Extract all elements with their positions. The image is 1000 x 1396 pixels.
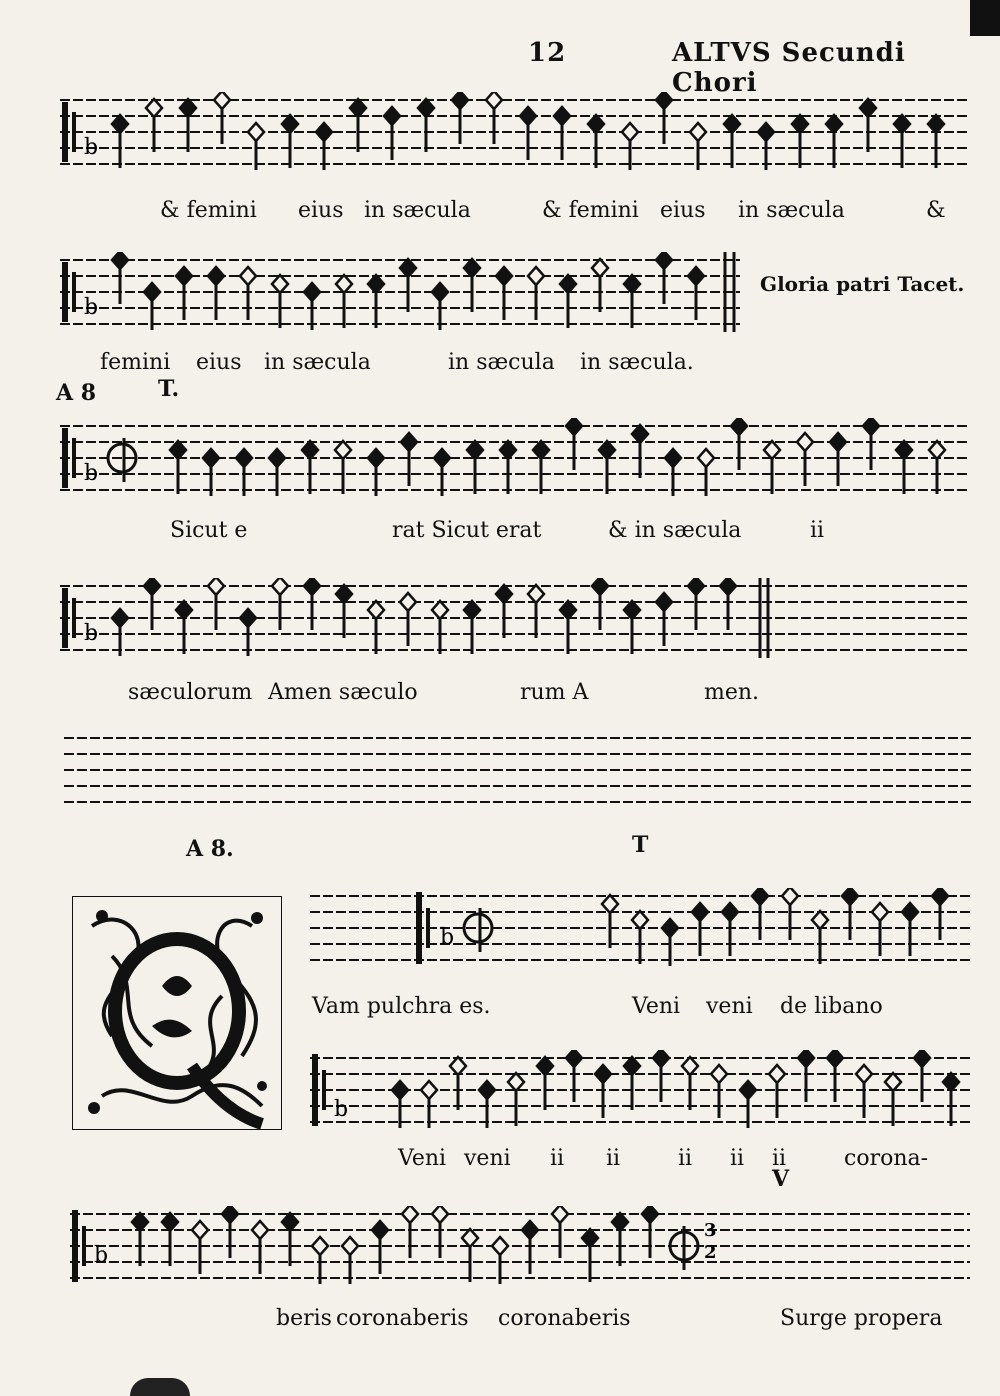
note-head bbox=[180, 99, 196, 117]
note-head bbox=[692, 903, 708, 921]
note-head bbox=[720, 578, 736, 595]
note-head bbox=[368, 275, 384, 293]
part-title: ALTVS Secundi Chori bbox=[672, 38, 906, 98]
note-head bbox=[632, 911, 648, 929]
svg-text:b: b bbox=[334, 1097, 349, 1122]
note-head bbox=[304, 283, 320, 301]
note-head bbox=[653, 1050, 669, 1067]
lyric-1-4: & femini bbox=[542, 198, 639, 223]
note-head bbox=[248, 123, 264, 141]
staff-lines-8 bbox=[70, 1206, 970, 1286]
lyric-4-4: men. bbox=[704, 680, 760, 705]
note-head bbox=[932, 888, 948, 905]
note-head bbox=[462, 1229, 478, 1247]
note-head bbox=[434, 449, 450, 467]
note-head bbox=[282, 115, 298, 133]
note-head bbox=[552, 1206, 568, 1223]
svg-text:b: b bbox=[84, 135, 99, 160]
lyric-1-1: & femini bbox=[160, 198, 257, 223]
staff-lines-5 bbox=[64, 730, 974, 810]
note-head bbox=[214, 92, 230, 109]
note-head bbox=[418, 99, 434, 117]
note-head bbox=[752, 888, 768, 905]
note-head bbox=[885, 1073, 901, 1091]
lyric-4-2: Amen sæculo bbox=[268, 680, 418, 705]
note-head bbox=[690, 123, 706, 141]
svg-text:b: b bbox=[440, 925, 455, 950]
staff-lines-2 bbox=[60, 252, 740, 332]
note-head bbox=[372, 1221, 388, 1239]
lyric-7-4: ii bbox=[606, 1146, 621, 1171]
note-head bbox=[316, 123, 332, 141]
note-head bbox=[132, 1213, 148, 1231]
note-head bbox=[401, 433, 417, 451]
staff-5-empty bbox=[64, 730, 974, 810]
note-head bbox=[782, 888, 798, 905]
note-head bbox=[632, 425, 648, 443]
note-head bbox=[392, 1081, 408, 1099]
lyric-2-1: femini bbox=[100, 350, 171, 375]
note-head bbox=[656, 92, 672, 109]
lyric-6-3: veni bbox=[706, 994, 753, 1019]
note-head bbox=[269, 449, 285, 467]
ornament-fragment-icon bbox=[130, 1378, 190, 1396]
lyric-6-1: Vam pulchra es. bbox=[312, 994, 491, 1019]
note-head bbox=[566, 1050, 582, 1067]
note-head bbox=[144, 283, 160, 301]
staff-4 bbox=[60, 578, 970, 658]
note-head bbox=[464, 601, 480, 619]
note-head bbox=[208, 267, 224, 285]
note-head bbox=[520, 107, 536, 125]
note-head bbox=[698, 449, 714, 467]
note-head bbox=[682, 1057, 698, 1075]
note-head bbox=[342, 1237, 358, 1255]
lyric-8-2: coronaberis bbox=[336, 1306, 469, 1331]
note-head bbox=[312, 1237, 328, 1255]
lyric-6-2: Veni bbox=[632, 994, 681, 1019]
lyric-3-4: ii bbox=[810, 518, 825, 543]
lyric-7-1: Veni bbox=[398, 1146, 447, 1171]
note-head bbox=[240, 609, 256, 627]
svg-text:b: b bbox=[84, 295, 99, 320]
note-head bbox=[479, 1081, 495, 1099]
lyric-1-5: eius bbox=[660, 198, 706, 223]
note-head bbox=[384, 107, 400, 125]
note-head bbox=[222, 1206, 238, 1223]
note-head bbox=[812, 911, 828, 929]
note-head bbox=[798, 1050, 814, 1067]
note-head bbox=[894, 115, 910, 133]
note-head bbox=[450, 1057, 466, 1075]
note-head bbox=[368, 601, 384, 619]
note-head bbox=[508, 1073, 524, 1091]
note-head bbox=[662, 919, 678, 937]
note-head bbox=[368, 449, 384, 467]
note-head bbox=[595, 1065, 611, 1083]
tacet-note: Gloria patri Tacet. bbox=[760, 272, 965, 296]
note-head bbox=[176, 601, 192, 619]
staff-lines-6 bbox=[310, 888, 970, 968]
marker-a8-1: A 8 bbox=[56, 380, 97, 406]
note-head bbox=[560, 601, 576, 619]
note-head bbox=[464, 259, 480, 277]
page-edge-mark bbox=[970, 0, 1000, 36]
note-head bbox=[452, 92, 468, 109]
note-head bbox=[943, 1073, 959, 1091]
note-head bbox=[486, 92, 502, 109]
note-head bbox=[826, 115, 842, 133]
note-head bbox=[335, 441, 351, 459]
marker-a8-2: A 8. bbox=[186, 836, 234, 862]
note-head bbox=[112, 115, 128, 133]
lyric-2-5: in sæcula. bbox=[580, 350, 694, 375]
lyric-7-3: ii bbox=[550, 1146, 565, 1171]
note-head bbox=[500, 441, 516, 459]
lyric-7-5: ii bbox=[678, 1146, 693, 1171]
lyric-4-1: sæculorum bbox=[128, 680, 253, 705]
note-head bbox=[144, 578, 160, 595]
marker-v: V bbox=[772, 1166, 790, 1192]
note-head bbox=[554, 107, 570, 125]
note-head bbox=[592, 259, 608, 277]
note-head bbox=[560, 275, 576, 293]
marker-t-2: T bbox=[632, 832, 649, 858]
note-head bbox=[872, 903, 888, 921]
lyric-7-2: veni bbox=[464, 1146, 511, 1171]
svg-text:3: 3 bbox=[704, 1220, 717, 1241]
staff-lines-1 bbox=[60, 92, 970, 172]
note-head bbox=[724, 115, 740, 133]
note-head bbox=[400, 593, 416, 611]
note-head bbox=[336, 585, 352, 603]
note-head bbox=[203, 449, 219, 467]
lyric-1-7: & bbox=[926, 198, 946, 223]
note-head bbox=[582, 1229, 598, 1247]
note-head bbox=[856, 1065, 872, 1083]
lyric-2-3: in sæcula bbox=[264, 350, 371, 375]
note-head bbox=[421, 1081, 437, 1099]
lyric-6-4: de libano bbox=[780, 994, 883, 1019]
lyric-8-4: Surge propera bbox=[780, 1306, 943, 1331]
note-head bbox=[432, 283, 448, 301]
note-head bbox=[758, 123, 774, 141]
note-head bbox=[272, 578, 288, 595]
note-head bbox=[592, 578, 608, 595]
note-head bbox=[665, 449, 681, 467]
note-head bbox=[566, 418, 582, 435]
lyric-3-3: & in sæcula bbox=[608, 518, 742, 543]
note-head bbox=[146, 99, 162, 117]
lyric-8-1: beris bbox=[276, 1306, 332, 1331]
note-head bbox=[240, 267, 256, 285]
note-head bbox=[914, 1050, 930, 1067]
note-head bbox=[588, 115, 604, 133]
lyric-7-8: corona- bbox=[844, 1146, 929, 1171]
lyric-7-7: ii bbox=[772, 1146, 787, 1171]
lyric-8-3: coronaberis bbox=[498, 1306, 631, 1331]
lyric-3-2: rat Sicut erat bbox=[392, 518, 542, 543]
lyric-3-1: Sicut e bbox=[170, 518, 248, 543]
note-head bbox=[599, 441, 615, 459]
lyric-1-2: eius bbox=[298, 198, 344, 223]
note-head bbox=[496, 585, 512, 603]
note-head bbox=[711, 1065, 727, 1083]
lyric-2-4: in sæcula bbox=[448, 350, 555, 375]
note-head bbox=[731, 418, 747, 435]
note-head bbox=[432, 601, 448, 619]
note-head bbox=[528, 585, 544, 603]
note-head bbox=[624, 275, 640, 293]
note-head bbox=[722, 903, 738, 921]
note-head bbox=[522, 1221, 538, 1239]
note-head bbox=[612, 1213, 628, 1231]
note-head bbox=[863, 418, 879, 435]
note-head bbox=[896, 441, 912, 459]
lyric-1-3: in sæcula bbox=[364, 198, 471, 223]
staff-2 bbox=[60, 252, 740, 332]
note-head bbox=[282, 1213, 298, 1231]
note-head bbox=[192, 1221, 208, 1239]
staff-lines-3 bbox=[60, 418, 970, 498]
note-head bbox=[112, 609, 128, 627]
note-head bbox=[830, 433, 846, 451]
note-head bbox=[769, 1065, 785, 1083]
note-head bbox=[688, 267, 704, 285]
note-head bbox=[302, 441, 318, 459]
svg-text:2: 2 bbox=[704, 1242, 717, 1263]
note-head bbox=[252, 1221, 268, 1239]
note-head bbox=[797, 433, 813, 451]
note-head bbox=[642, 1206, 658, 1223]
note-head bbox=[336, 275, 352, 293]
note-head bbox=[304, 578, 320, 595]
svg-text:b: b bbox=[84, 461, 99, 486]
note-head bbox=[528, 267, 544, 285]
note-head bbox=[402, 1206, 418, 1223]
page-number: 12 bbox=[528, 38, 567, 68]
lyric-2-2: eius bbox=[196, 350, 242, 375]
note-head bbox=[533, 441, 549, 459]
staff-lines-7 bbox=[310, 1050, 970, 1130]
note-head bbox=[112, 252, 128, 269]
note-head bbox=[929, 441, 945, 459]
staff-1 bbox=[60, 92, 970, 172]
note-head bbox=[467, 441, 483, 459]
note-head bbox=[656, 252, 672, 269]
staff-lines-4 bbox=[60, 578, 970, 658]
note-head bbox=[208, 578, 224, 595]
note-head bbox=[272, 275, 288, 293]
note-head bbox=[622, 123, 638, 141]
staff-6 bbox=[310, 888, 970, 968]
note-head bbox=[827, 1050, 843, 1067]
note-head bbox=[928, 115, 944, 133]
note-head bbox=[602, 895, 618, 913]
staff-3 bbox=[60, 418, 970, 498]
note-head bbox=[176, 267, 192, 285]
note-head bbox=[656, 593, 672, 611]
note-head bbox=[492, 1237, 508, 1255]
svg-text:b: b bbox=[94, 1243, 109, 1268]
note-head bbox=[764, 441, 780, 459]
ornamental-initial-q-icon bbox=[72, 896, 282, 1130]
note-head bbox=[236, 449, 252, 467]
note-head bbox=[400, 259, 416, 277]
note-head bbox=[432, 1206, 448, 1223]
note-head bbox=[792, 115, 808, 133]
note-head bbox=[537, 1057, 553, 1075]
staff-8 bbox=[70, 1206, 970, 1286]
note-head bbox=[624, 601, 640, 619]
marker-t-1: T. bbox=[158, 376, 180, 402]
note-head bbox=[350, 99, 366, 117]
staff-7 bbox=[310, 1050, 970, 1130]
lyric-4-3: rum A bbox=[520, 680, 589, 705]
note-head bbox=[842, 888, 858, 905]
note-head bbox=[170, 441, 186, 459]
note-head bbox=[740, 1081, 756, 1099]
svg-text:b: b bbox=[84, 621, 99, 646]
note-head bbox=[902, 903, 918, 921]
note-head bbox=[860, 99, 876, 117]
note-head bbox=[162, 1213, 178, 1231]
lyric-7-6: ii bbox=[730, 1146, 745, 1171]
note-head bbox=[688, 578, 704, 595]
note-head bbox=[496, 267, 512, 285]
note-head bbox=[624, 1057, 640, 1075]
lyric-1-6: in sæcula bbox=[738, 198, 845, 223]
